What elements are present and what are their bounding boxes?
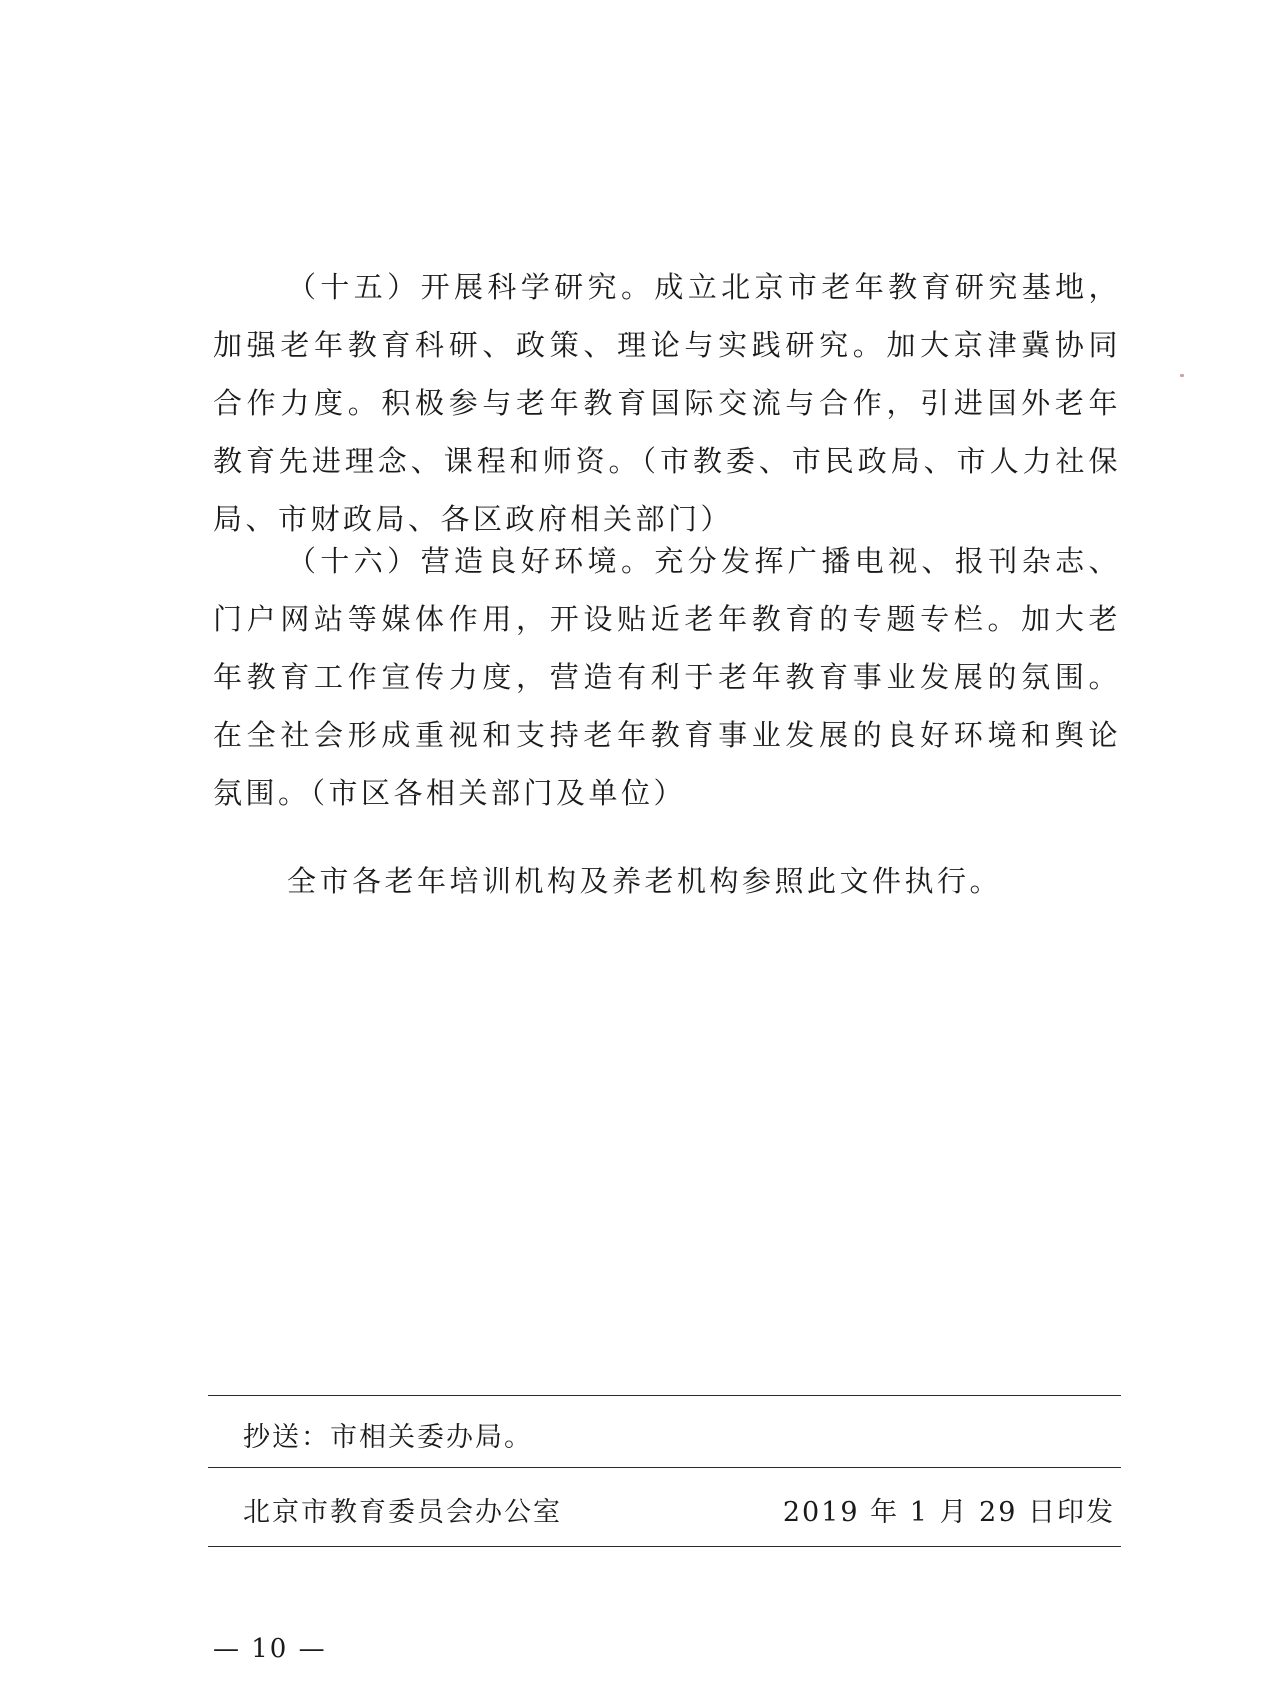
issue-date: 2019 年 1 月 29 日印发 (782, 1497, 1115, 1528)
cc-recipients: 抄送：市相关委办局。 (243, 1422, 533, 1453)
paragraph-15-research: （十五）开展科学研究。成立北京市老年教育研究基地，加强老年教育科研、政策、理论与实践研究。加大京津冀协同合作力度。积极参与老年教育国际交流与合作，引进国外老年教育先进理念、课程和师资。（市教委、市民政局、市人力社保局、市财政局、各区政府相关部门） (213, 270, 1121, 536)
footer-rule-bottom (208, 1546, 1121, 1547)
paragraph-16-environment: （十六）营造良好环境。充分发挥广播电视、报刊杂志、门户网站等媒体作用，开设贴近老年教育的专题专栏。加大老年教育工作宣传力度，营造有利于老年教育事业发展的氛围。在全社会形成重视和支持老年教育事业发展的良好环境和舆论氛围。（市区各相关部门及单位） (213, 544, 1121, 810)
issuing-office: 北京市教育委员会办公室 (243, 1497, 562, 1528)
page-number: — 10 — (213, 1634, 327, 1664)
footer-rule-middle (208, 1467, 1121, 1468)
footer-rule-top (208, 1395, 1121, 1396)
scan-speck (1180, 374, 1184, 377)
closing-note: 全市各老年培训机构及养老机构参照此文件执行。 (287, 864, 1003, 898)
